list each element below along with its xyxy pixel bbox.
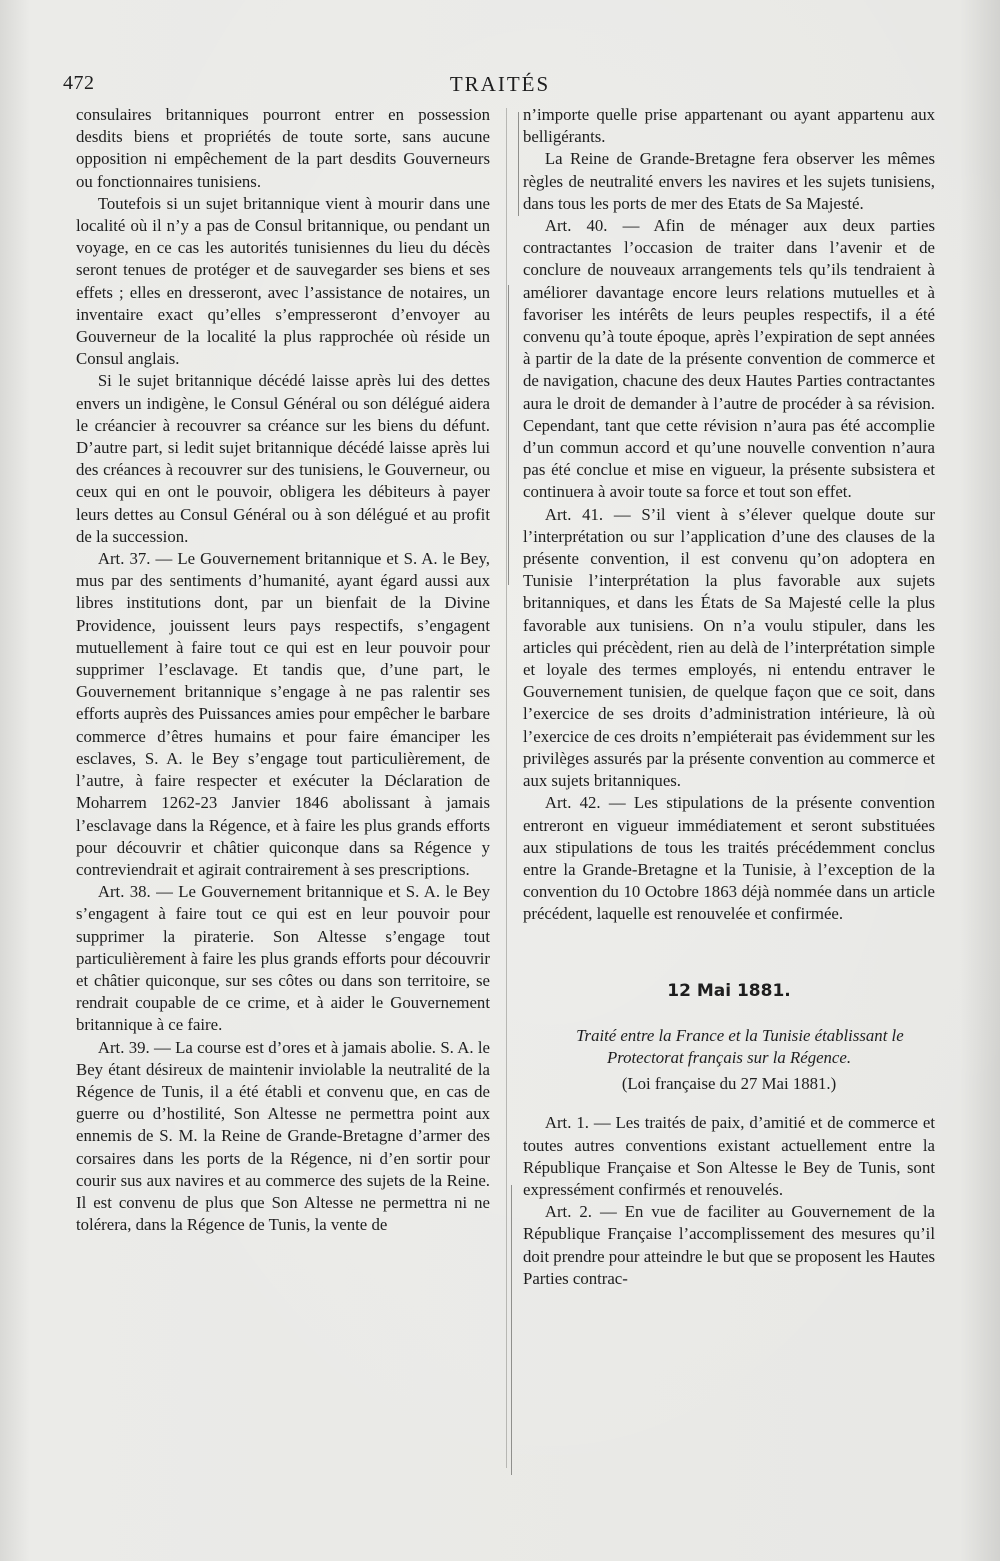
paper-crease-mark <box>511 1185 512 1475</box>
paragraph: n’importe quelle prise appartenant ou ayant appartenu aux belligérants. <box>523 105 935 147</box>
paragraph: Si le sujet britannique décédé laisse après lui des dettes envers un indigène, le Consul Général ou son délégué aidera le créancier à recouvrer sa créance sur les biens du défunt. D’autre part, si ledit sujet britannique décédé laisse après lui des créances à recouvrer sur des tunisiens, le Gouverneur, ou ceux qui en ont le pouvoir, obligera les débiteurs à payer leurs dettes au Consul Général ou à son délégué et au profit de la succession. <box>76 371 490 546</box>
paragraph: Toutefois si un sujet britannique vient à mourir dans une localité où il n’y a pas de Consul britannique, ou pendant un voyage, en ce cas les autorités tunisiennes du lieu du décès seront tenues de protéger et de sauvegarder ses biens et ses effets ; elles en dresseront, avec l’assistance de notaires, un inventaire exact qu’elles s’empresseront d’envoyer au Gouverneur de la localité la plus rapprochée où réside un Consul anglais. <box>76 193 490 369</box>
article-41: Art. 41. — S’il vient à s’élever quelque doute sur l’interprétation ou sur l’application d’une des clauses de la présente convention, il est convenu qu’on adoptera en Tunisie l’interprétation la plus favorable aux sujets britanniques, et dans les États de Sa Majesté celle la plus favorable aux tunisiens. On n’a voulu stipuler, dans les articles qui précèdent, rien au delà de l’interprétation simple et loyale des termes employés, ni entendu entraver le Gouvernement tunisien, de quelque façon que ce soit, dans l’exercice de ses droits d’administration intérieure, là où l’exercice de ces droits n’empiéterait pas évidemment sur les privilèges assurés par la présente convention au commerce et aux sujets britanniques. <box>523 504 935 791</box>
page-header <box>58 70 942 100</box>
page-number: 472 <box>63 72 95 94</box>
paragraph: La Reine de Grande-Bretagne fera observer les mêmes règles de neutralité envers les navires et les sujets tunisiens, dans tous les ports de mer des Etats de Sa Majesté. <box>523 149 935 213</box>
article-39: Art. 39. — La course est d’ores et à jamais abolie. S. A. le Bey étant désireux de maintenir inviolable la neutralité de la Régence de Tunis, il a été établi et convenu que, en cas de guerre ou d’hostilité, Son Altesse ne permettra point aux ennemis de S. M. la Reine de Grande-Bretagne d’armer des corsaires dans les ports de la Régence, ni d’en sortir pour courir sus aux navires et au commerce des sujets de la Reine. Il est convenu de plus que Son Altesse ne permettra ni ne tolérera, dans la Régence de Tunis, la vente de <box>76 1037 490 1235</box>
article-37: Art. 37. — Le Gouvernement britannique et S. A. le Bey, mus par des sentiments d’humanité, ayant égard aussi aux libres institutions dont, par un bienfait de la Divine Providence, jouissent leurs pays respectifs, s’engagent mutuellement à faire tout ce qui est en leur pouvoir pour supprimer l’esclavage. Et tandis que, d’une part, le Gouvernement britannique s’engage à ne pas ralentir ses efforts auprès des Puissances amies pour empêcher le barbare commerce d’êtres humains et pour faire émanciper les esclaves, S. A. le Bey s’engage tout particulièrement, de l’autre, à faire respecter et exécuter la Déclaration de Moharrem 1262-23 Janvier 1846 abolissant à jamais l’esclavage dans la Régence, et à faire les plus grands efforts pour découvrir et châtier quiconque dans sa Régence y contreviendrait et agirait contrairement à ses prescriptions. <box>76 549 490 879</box>
left-column <box>76 104 490 1236</box>
article-38: Art. 38. — Le Gouvernement britannique et S. A. le Bey s’engagent à faire tout ce qui est en leur pouvoir pour supprimer la piraterie. Son Altesse s’engage tout particulièrement à faire les plus grands efforts pour découvrir et châtier quiconque, sur ses côtes ou dans son territoire, se rendrait coupable de ce crime, et à aider le Gouvernement britannique à ce faire. <box>76 882 490 1035</box>
law-reference: (Loi française du 27 Mai 1881.) <box>621 1074 837 1094</box>
article-42: Art. 42. — Les stipulations de la présente convention entreront en vigueur immédiatement et seront substituées aux stipulations de tous les traités précédemment conclus entre la Grande-Bretagne et la Tunisie, à l’exception de la convention du 10 Octobre 1863 déjà nommée dans un article précédent, laquelle est renouvelée et confirmée. <box>523 793 935 924</box>
treaty-article-1: Art. 1. — Les traités de paix, d’amitié et de commerce et toutes autres conventions existant actuellement entre la République Française et Son Altesse le Bey de Tunis, sont expressément confirmés et renouvelés. <box>523 1113 935 1199</box>
section-date: 12 Mai 1881. <box>667 980 791 1001</box>
treaty-article-2: Art. 2. — En vue de faciliter au Gouvernement de la République Française l’accomplissement des mesures qu’il doit prendre pour atteindre le but que se proposent les Hautes Parties contrac- <box>523 1202 935 1288</box>
running-title: TRAITÉS <box>449 72 551 96</box>
paper-crease-mark <box>518 112 519 216</box>
paper-crease-mark <box>508 285 509 585</box>
treaty-title: Traité entre la France et la Tunisie établissant le Protectorat français sur la Régence. <box>576 1025 904 1067</box>
right-column <box>523 104 935 1290</box>
paragraph: consulaires britanniques pourront entrer en possession desdits biens et propriétés de toute sorte, sans aucune opposition ni empêchement de la part desdits Gouverneurs ou fonctionnaires tunisiens. <box>76 105 490 191</box>
article-40: Art. 40. — Afin de ménager aux deux parties contractantes l’occasion de traiter dans l’avenir et de conclure de nouveaux arrangements tels qu’ils tendraient à améliorer davantage encore leurs relations mutuelles et à favoriser les intérêts de leurs peuples respectifs, il a été convenu qu’à toute époque, après l’expiration de sept années à partir de la date de la présente convention de commerce et de navigation, chacune des deux Hautes Parties contractantes aura le droit de demander à l’autre de procéder à sa révision. Cependant, tant que cette révision n’aura pas été accomplie d’un commun accord et qu’une nouvelle convention n’aura pas été conclue et mise en vigueur, la présente subsistera et continuera à avoir toute sa force et tout son effet. <box>523 216 935 502</box>
column-divider <box>506 108 507 1468</box>
